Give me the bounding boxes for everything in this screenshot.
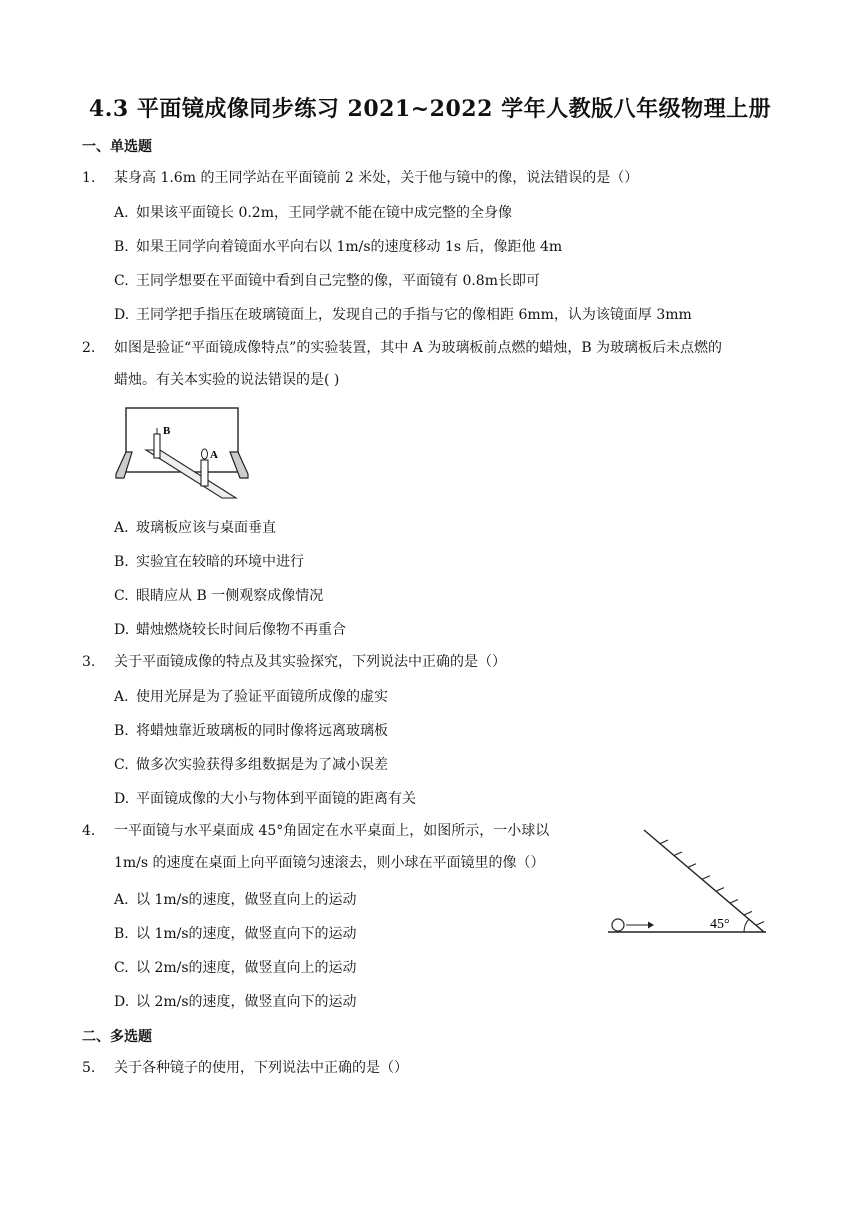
question-4-option-b: B. 以 1m/s的速度，做竖直向下的运动	[114, 926, 357, 942]
question-number: 5.	[82, 1060, 96, 1076]
question-5	[82, 1052, 782, 1084]
question-1-option-a: A. 如果该平面镜长 0.2m，王同学就不能在镜中成完整的全身像	[114, 205, 512, 221]
question-3-option-d: D. 平面镜成像的大小与物体到平面镜的距离有关	[114, 791, 416, 807]
question-number: 1.	[82, 170, 96, 186]
section-heading-multiple-choice: 二、多选题	[82, 1029, 152, 1045]
question-3-option-a: A. 使用光屏是为了验证平面镜所成像的虚实	[114, 689, 388, 705]
page-title: 4.3 平面镜成像同步练习 2021~2022 学年人教版八年级物理上册	[88, 96, 772, 122]
question-text: 关于平面镜成像的特点及其实验探究，下列说法中正确的是（）	[114, 654, 506, 670]
question-1	[82, 162, 782, 194]
question-2-option-d: D. 蜡烛燃烧较长时间后像物不再重合	[114, 622, 346, 638]
question-text: 一平面镜与水平桌面成 45°角固定在水平桌面上，如图所示，一小球以	[114, 823, 550, 839]
glass-plate	[126, 408, 238, 472]
question-4	[82, 815, 602, 879]
candle-b-label: B	[163, 425, 171, 437]
mirror-hatching	[660, 840, 764, 925]
flame-icon	[202, 449, 208, 459]
angle-arc	[744, 919, 749, 932]
angle-label: 45°	[710, 917, 730, 932]
arrow-head-icon	[648, 922, 654, 929]
question-1-option-d: D. 王同学把手指压在玻璃镜面上，发现自己的手指与它的像相距 6mm，认为该镜面厚 3mm	[114, 307, 692, 323]
question-4-option-d: D. 以 2m/s的速度，做竖直向下的运动	[114, 994, 357, 1010]
question-number: 3.	[82, 654, 96, 670]
plane-mirror	[644, 830, 764, 932]
question-text: 如图是验证“平面镜成像特点”的实验装置，其中 A 为玻璃板前点燃的蜡烛，B 为玻璃板后未点燃的	[114, 340, 723, 356]
right-stand	[230, 452, 248, 478]
candle-experiment-figure	[112, 402, 252, 502]
candle-a-label: A	[210, 449, 218, 461]
candle-a	[201, 460, 208, 486]
section-heading-single-choice: 一、单选题	[82, 139, 152, 155]
question-text-continued: 1m/s 的速度在桌面上向平面镜匀速滚去，则小球在平面镜里的像（）	[114, 855, 545, 871]
question-3-option-b: B. 将蜡烛靠近玻璃板的同时像将远离玻璃板	[114, 723, 388, 739]
candle-b	[154, 434, 160, 458]
question-4-option-c: C. 以 2m/s的速度，做竖直向上的运动	[114, 960, 357, 976]
ball	[612, 919, 624, 931]
question-3-option-c: C. 做多次实验获得多组数据是为了减小误差	[114, 757, 388, 773]
question-3	[82, 646, 782, 678]
question-4-option-a: A. 以 1m/s的速度，做竖直向上的运动	[114, 892, 357, 908]
question-2-option-a: A. 玻璃板应该与桌面垂直	[114, 520, 276, 536]
question-text-continued: 蜡烛。有关本实验的说法错误的是( )	[114, 372, 340, 388]
question-text: 关于各种镜子的使用，下列说法中正确的是（）	[114, 1060, 408, 1076]
question-2-option-b: B. 实验宜在较暗的环境中进行	[114, 554, 304, 570]
question-1-option-c: C. 王同学想要在平面镜中看到自己完整的像，平面镜有 0.8m长即可	[114, 273, 540, 289]
question-2-option-c: C. 眼睛应从 B 一侧观察成像情况	[114, 588, 324, 604]
question-2	[82, 332, 782, 396]
question-text: 某身高 1.6m 的王同学站在平面镜前 2 米处，关于他与镜中的像，说法错误的是（）	[114, 170, 639, 186]
left-stand	[116, 452, 132, 478]
question-number: 2.	[82, 340, 96, 356]
mirror-ball-figure	[604, 818, 770, 940]
question-1-option-b: B. 如果王同学向着镜面水平向右以 1m/s的速度移动 1s 后，像距他 4m	[114, 239, 563, 255]
question-number: 4.	[82, 823, 96, 839]
